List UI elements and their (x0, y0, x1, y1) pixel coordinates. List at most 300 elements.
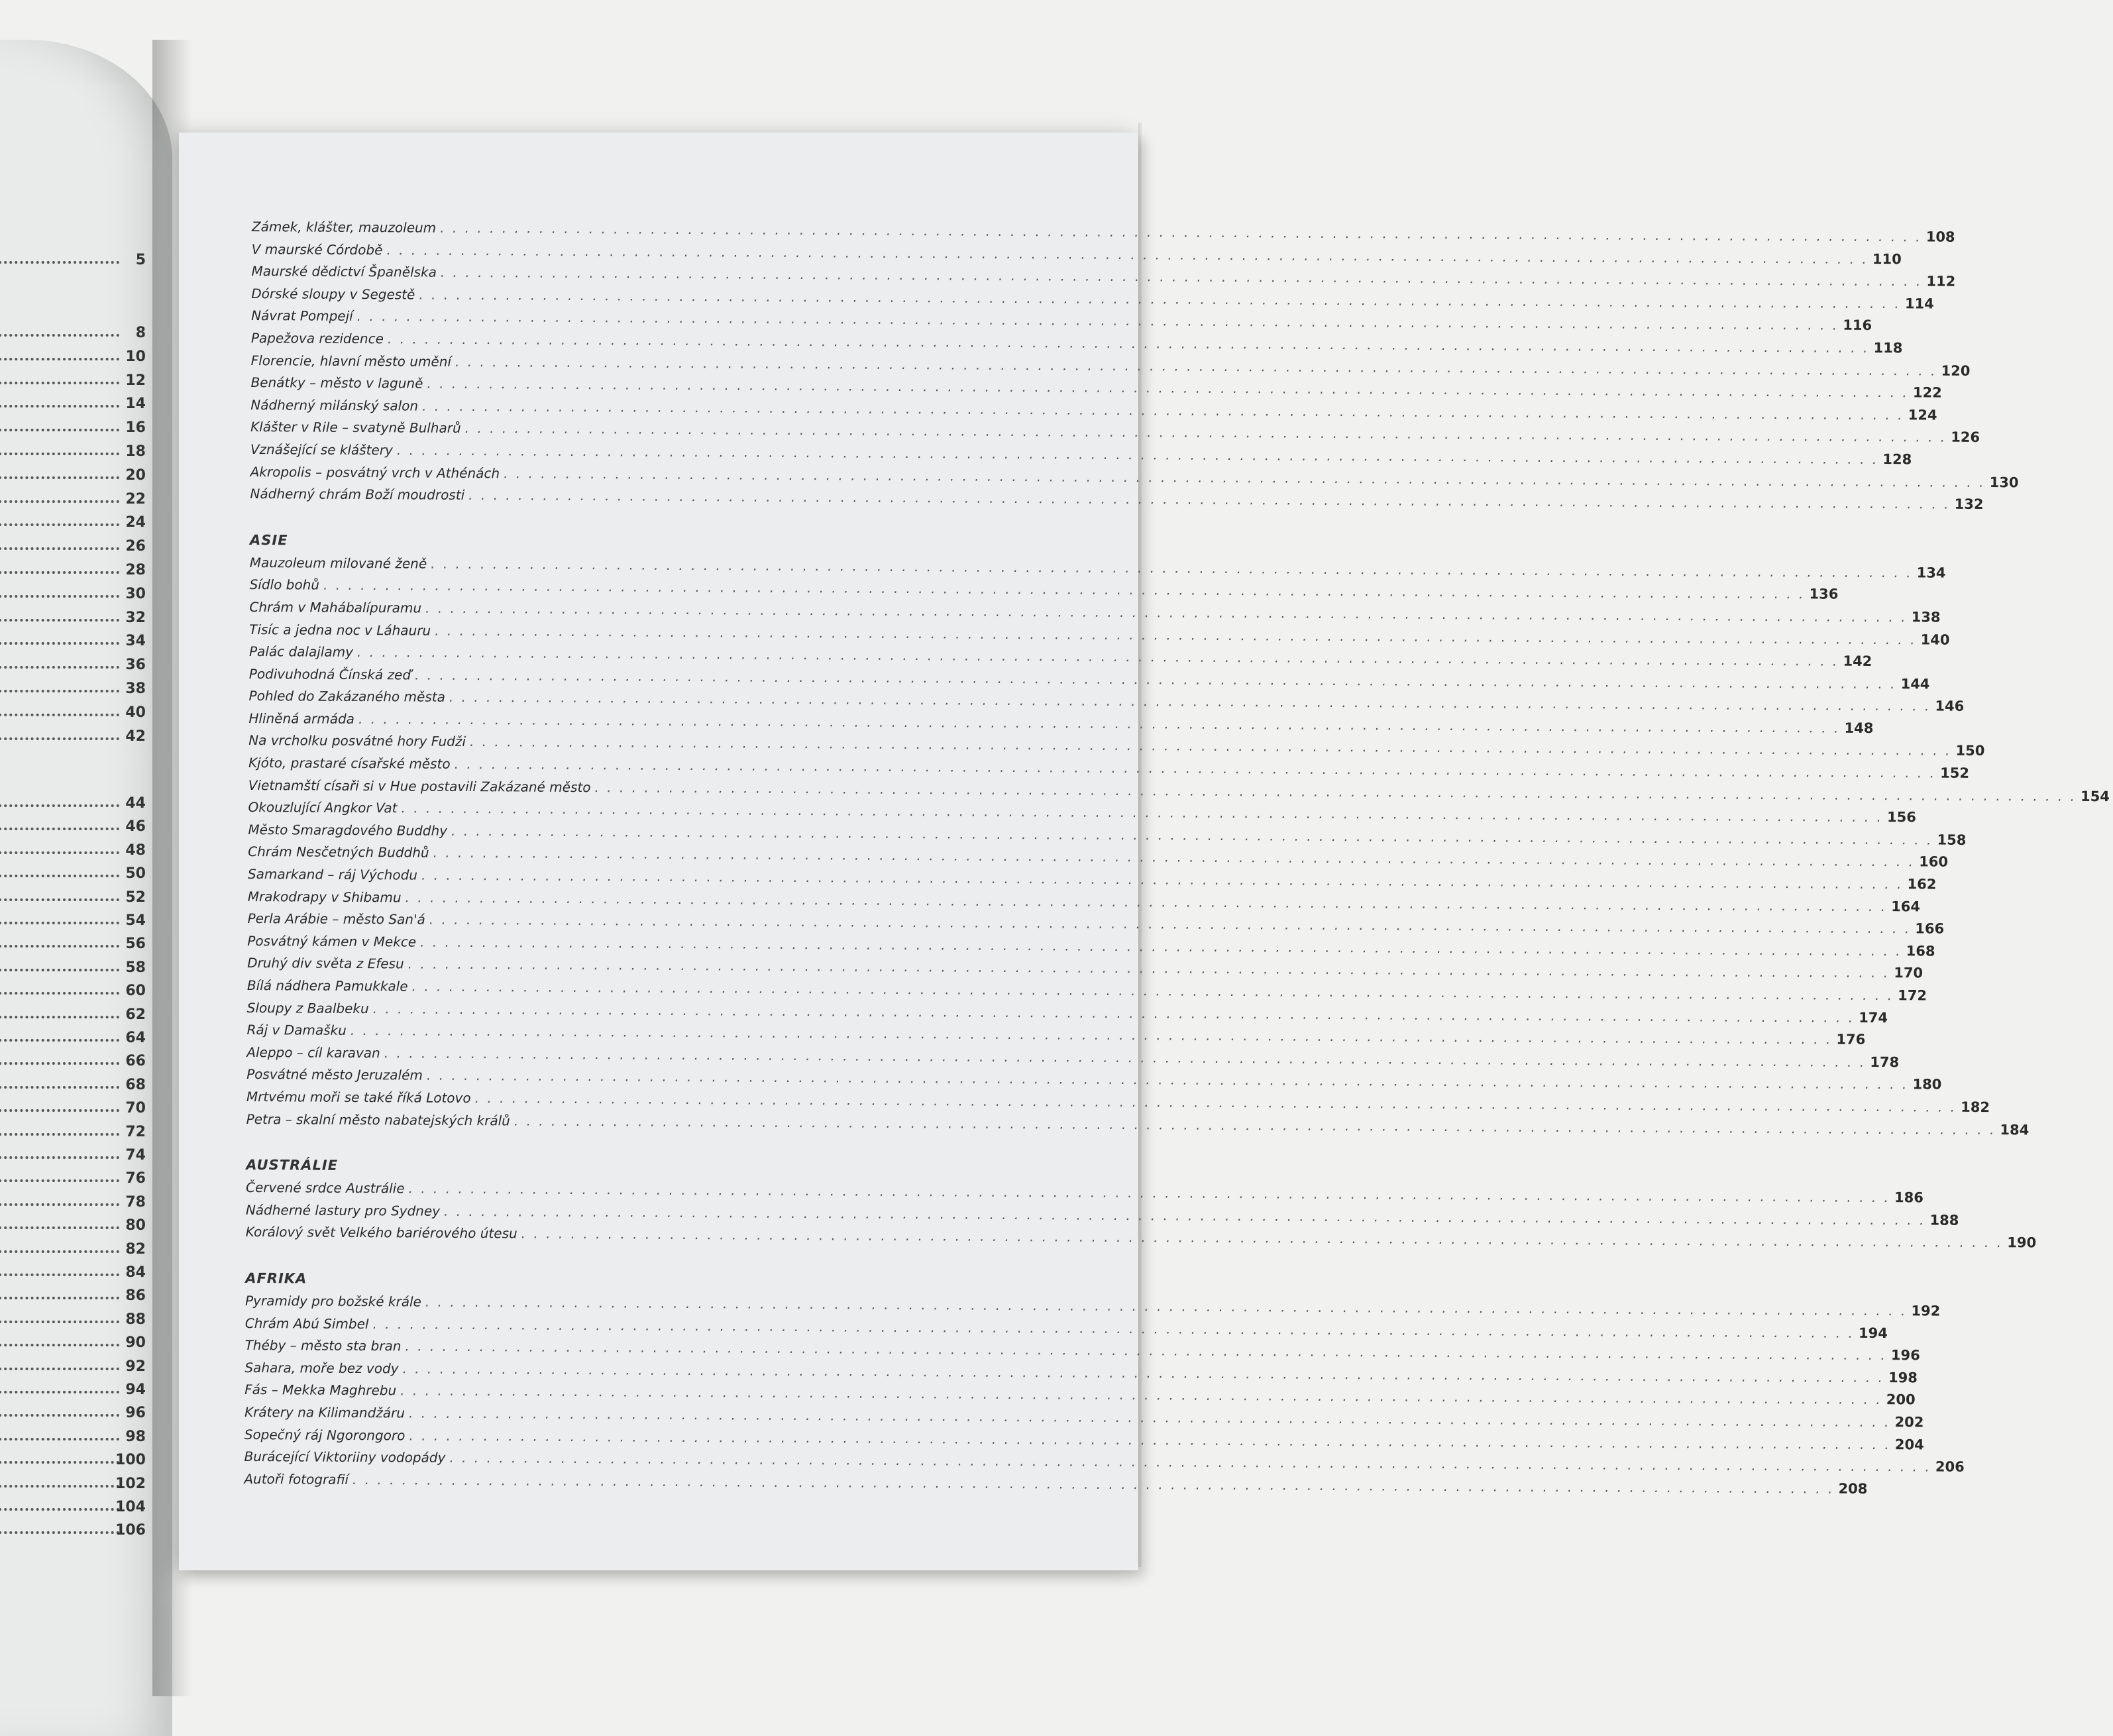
toc-entry-title: Posvátné město Jeruzalém (246, 1066, 423, 1083)
toc-entry-title: Zámek, klášter, mauzoleum (251, 219, 437, 236)
leader-dots: . . . . . . . . . . . . . . . . . . . . . . . . . . . . . . . . . . . . . . . . . . . . . . . . . . . . . . . . . . . . . . . . . . . . . . . . . . . . . . . . . . . . . . . . . . . . . . . . . . . . . . . . . . . . . . . . . . . . . . . . (474, 1090, 1957, 1115)
leader-dots (0, 500, 119, 503)
left-toc-entry (0, 1194, 146, 1217)
leader-dots: . . . . . . . . . . . . . . . . . . . . . . . . . . . . . . . . . . . . . . . . . . . . . . . . . . . . . . . . . . . . . . . . . . . . . . . . . . . . . . . . . . . . . . . . . . . . . . . . . . . . . . . . . . . . . . . . . . . . . . . . (411, 978, 1894, 1004)
toc-entry-title: Palác dalajlamy (248, 643, 354, 661)
left-toc-page-number: 106 (115, 1522, 146, 1539)
leader-dots (0, 619, 119, 622)
leader-dots (0, 334, 119, 337)
left-toc-page-number: 28 (125, 562, 146, 578)
left-toc-page-number: 88 (125, 1311, 146, 1328)
left-toc-page-number: 50 (125, 865, 146, 883)
toc-entry-title: Maurské dědictví Španělska (251, 263, 437, 280)
toc-entry-page-number: 134 (1916, 565, 1946, 581)
toc-entry-page-number: 132 (1954, 496, 1984, 513)
toc-section (245, 1157, 2037, 1251)
leader-dots: . . . . . . . . . . . . . . . . . . . . . . . . . . . . . . . . . . . . . . . . . . . . . . . . . . . . . . . . . . . . . . . . . . . . . . . . . . . . . . . . . . . . . . . . . . . . . . . . . . . . . . . . . . . . . . . . . . . . . . . . (420, 934, 1902, 959)
leader-dots (0, 595, 119, 598)
toc-entry-page-number: 188 (1929, 1212, 1959, 1228)
left-toc-page-number: 38 (125, 680, 146, 697)
left-toc-entry (0, 1405, 146, 1427)
leader-dots: . . . . . . . . . . . . . . . . . . . . . . . . . . . . . . . . . . . . . . . . . . . . . . . . . . . . . . . . . . . . . . . . . . . . . . . . . . . . . . . . . . . . . . . . . . . . . . . . . . . . . . . . . . . . . . . . . . . . . . . . (405, 1338, 1887, 1364)
toc-entry (250, 486, 1984, 513)
toc-entry-page-number: 172 (1898, 987, 1927, 1004)
left-toc-page-number: 58 (125, 959, 146, 976)
left-toc-page-number: 8 (135, 325, 146, 341)
left-toc-page-number: 90 (125, 1334, 146, 1352)
toc-entry-title: Pyramidy pro božské krále (244, 1292, 421, 1310)
left-toc-page-number: 32 (125, 609, 146, 626)
left-toc-page-number: 5 (135, 252, 146, 268)
leader-dots: . . . . . . . . . . . . . . . . . . . . . . . . . . . . . . . . . . . . . . . . . . . . . . . . . . . . . . . . . . . . . . . . . . . . . . . . . . . . . . . . . . . . . . . . . . . . . . . . . . . . . . . . . . . . . . . . . . . . . . . . (455, 353, 1937, 379)
toc-entry-title: Nádherný milánský salon (250, 396, 419, 414)
left-toc-entry (0, 1264, 146, 1287)
toc-entry-page-number: 200 (1886, 1391, 1916, 1408)
toc-entry-title: Nádherné lastury pro Sydney (245, 1201, 441, 1219)
toc-entry-title: Okouzlující Angkor Vat (248, 799, 398, 816)
left-toc-page-number: 48 (125, 841, 146, 859)
left-toc-page-number: 10 (125, 348, 146, 365)
leader-dots (0, 1086, 119, 1089)
section-heading: ASIE (249, 531, 288, 549)
left-toc-entry (0, 586, 146, 608)
leader-dots: . . . . . . . . . . . . . . . . . . . . . . . . . . . . . . . . . . . . . . . . . . . . . . . . . . . . . . . . . . . . . . . . . . . . . . . . . . . . . . . . . . . . . . . . . . . . . . . . . . . . . . . . . . . . . . . . . . . . . . . . (323, 576, 1806, 602)
left-toc-page-number: 46 (125, 818, 146, 836)
leader-dots: . . . . . . . . . . . . . . . . . . . . . . . . . . . . . . . . . . . . . . . . . . . . . . . . . . . . . . . . . . . . . . . . . . . . . . . . . . . . . . . . . . . . . . . . . . . . . . . . . . . . . . . . . . . . . . . . . . . . . . . . (514, 1112, 1996, 1138)
left-toc-entry (0, 252, 146, 274)
left-toc-page-number: 72 (125, 1123, 146, 1140)
leader-dots (0, 666, 119, 669)
toc-entry-page-number: 202 (1894, 1414, 1924, 1431)
leader-dots: . . . . . . . . . . . . . . . . . . . . . . . . . . . . . . . . . . . . . . . . . . . . . . . . . . . . . . . . . . . . . . . . . . . . . . . . . . . . . . . . . . . . . . . . . . . . . . . . . . . . . . . . . . . . . . . . . . . . . . . . (429, 911, 1912, 937)
toc-entry-page-number: 126 (1951, 429, 1980, 446)
left-toc-page-number: 52 (125, 889, 146, 906)
toc-entry (246, 1111, 2030, 1138)
toc-entry-title: Bílá nádhera Pamukkale (246, 977, 408, 995)
left-toc-page-number: 14 (125, 396, 146, 413)
toc-entry-page-number: 122 (1912, 384, 1942, 401)
leader-dots: . . . . . . . . . . . . . . . . . . . . . . . . . . . . . . . . . . . . . . . . . . . . . . . . . . . . . . . . . . . . . . . . . . . . . . . . . . . . . . . . . . . . . . . . . . . . . . . . . . . . . . . . . . . . . . . . . . . . . . . . (372, 1000, 1855, 1026)
leader-dots: . . . . . . . . . . . . . . . . . . . . . . . . . . . . . . . . . . . . . . . . . . . . . . . . . . . . . . . . . . . . . . . . . . . . . . . . . . . . . . . . . . . . . . . . . . . . . . . . . . . . . . . . . . . . . . . . . . . . . . . . (352, 1471, 1835, 1497)
leader-dots (0, 1274, 119, 1276)
left-toc-entry (0, 538, 146, 561)
left-toc-page-number: 86 (125, 1287, 146, 1305)
toc-entry-title: Návrat Pompejí (251, 307, 353, 325)
toc-entry-page-number: 198 (1888, 1369, 1918, 1386)
toc-entry-title: Hliněná armáda (248, 710, 355, 727)
left-toc-entry (0, 1358, 146, 1381)
toc-entry-title: Fás – Mekka Maghrebu (244, 1382, 397, 1399)
left-toc-page-number: 70 (125, 1100, 146, 1117)
left-toc-entry (0, 349, 146, 371)
left-toc-entry (0, 912, 146, 935)
leader-dots (0, 1531, 119, 1534)
left-toc-entry (0, 680, 146, 703)
toc-entry-page-number: 170 (1894, 965, 1923, 981)
leader-dots: . . . . . . . . . . . . . . . . . . . . . . . . . . . . . . . . . . . . . . . . . . . . . . . . . . . . . . . . . . . . . . . . . . . . . . . . . . . . . . . . . . . . . . . . . . . . . . . . . . . . . . . . . . . . . . . . . . . . . . . . (435, 622, 1917, 647)
left-toc-entry (0, 491, 146, 514)
leader-dots (0, 476, 119, 479)
toc-entry-title: Mrakodrapy v Shibamu (247, 888, 402, 906)
toc-entry-page-number: 146 (1935, 698, 1965, 715)
left-toc-entry (0, 842, 146, 865)
toc-entry-page-number: 112 (1926, 273, 1956, 290)
left-toc-page-number: 94 (125, 1382, 146, 1398)
leader-dots: . . . . . . . . . . . . . . . . . . . . . . . . . . . . . . . . . . . . . . . . . . . . . . . . . . . . . . . . . . . . . . . . . . . . . . . . . . . . . . . . . . . . . . . . . . . . . . . . . . . . . . . . . . . . . . . . . . . . . . . . (419, 286, 1901, 311)
leader-dots: . . . . . . . . . . . . . . . . . . . . . . . . . . . . . . . . . . . . . . . . . . . . . . . . . . . . . . . . . . . . . . . . . . . . . . . . . . . . . . . . . . . . . . . . . . . . . . . . . . . . . . . . . . . . . . . . . . . . . . . . (402, 1360, 1885, 1385)
leader-dots: . . . . . . . . . . . . . . . . . . . . . . . . . . . . . . . . . . . . . . . . . . . . . . . . . . . . . . . . . . . . . . . . . . . . . . . . . . . . . . . . . . . . . . . . . . . . . . . . . . . . . . . . . . . . . . . . . . . . . . . . (504, 464, 1986, 490)
left-toc-page-number: 96 (125, 1405, 146, 1422)
left-toc-entry (0, 1499, 146, 1521)
toc-entry-page-number: 128 (1882, 451, 1912, 468)
leader-dots (0, 945, 119, 948)
toc-entry-page-number: 184 (2000, 1121, 2030, 1138)
toc-entry-title: Krátery na Kilimandžáru (244, 1403, 406, 1421)
leader-dots (0, 1039, 119, 1042)
toc-entry-title: Chrám Abú Simbel (244, 1315, 369, 1332)
leader-dots (0, 851, 119, 854)
toc-entry-page-number: 206 (1935, 1458, 1965, 1475)
leader-dots: . . . . . . . . . . . . . . . . . . . . . . . . . . . . . . . . . . . . . . . . . . . . . . . . . . . . . . . . . . . . . . . . . . . . . . . . . . . . . . . . . . . . . . . . . . . . . . . . . . . . . . . . . . . . . . . . . . . . . . . . (454, 755, 1937, 781)
left-toc-entry (0, 1476, 146, 1498)
toc-entry-page-number: 114 (1904, 296, 1934, 312)
leader-dots (0, 969, 119, 971)
left-toc-entry (0, 1030, 146, 1052)
leader-dots: . . . . . . . . . . . . . . . . . . . . . . . . . . . . . . . . . . . . . . . . . . . . . . . . . . . . . . . . . . . . . . . . . . . . . . . . . . . . . . . . . . . . . . . . . . . . . . . . . . . . . . . . . . . . . . . . . . . . . . . . (405, 889, 1888, 914)
toc-entry-page-number: 110 (1872, 250, 1902, 267)
left-toc-entry (0, 704, 146, 727)
toc-entry-page-number: 150 (1955, 743, 1985, 759)
left-toc-page-number: 66 (125, 1053, 146, 1070)
leader-dots (0, 405, 119, 407)
toc-entry-page-number: 204 (1894, 1436, 1924, 1452)
leader-dots: . . . . . . . . . . . . . . . . . . . . . . . . . . . . . . . . . . . . . . . . . . . . . . . . . . . . . . . . . . . . . . . . . . . . . . . . . . . . . . . . . . . . . . . . . . . . . . . . . . . . . . . . . . . . . . . . . . . . . . . . (422, 398, 1904, 423)
leader-dots (0, 922, 119, 924)
leader-dots: . . . . . . . . . . . . . . . . . . . . . . . . . . . . . . . . . . . . . . . . . . . . . . . . . . . . . . . . . . . . . . . . . . . . . . . . . . . . . . . . . . . . . . . . . . . . . . . . . . . . . . . . . . . . . . . . . . . . . . . . (350, 1022, 1833, 1048)
leader-dots: . . . . . . . . . . . . . . . . . . . . . . . . . . . . . . . . . . . . . . . . . . . . . . . . . . . . . . . . . . . . . . . . . . . . . . . . . . . . . . . . . . . . . . . . . . . . . . . . . . . . . . . . . . . . . . . . . . . . . . . . (425, 1293, 1908, 1319)
toc-entry-title: Théby – město sta bran (244, 1337, 402, 1354)
toc-entry-title: Sídlo bohů (249, 576, 320, 593)
left-toc-entry (0, 610, 146, 632)
toc-entry-page-number: 164 (1891, 898, 1921, 915)
left-toc-page-number: 44 (125, 795, 146, 812)
left-toc-page-number: 26 (125, 538, 146, 555)
leader-dots: . . . . . . . . . . . . . . . . . . . . . . . . . . . . . . . . . . . . . . . . . . . . . . . . . . . . . . . . . . . . . . . . . . . . . . . . . . . . . . . . . . . . . . . . . . . . . . . . . . . . . . . . . . . . . . . . . . . . . . . . (387, 331, 1870, 356)
leader-dots (0, 737, 119, 740)
toc-entry-title: Podivuhodná Čínská zeď (248, 665, 411, 683)
toc-entry-page-number: 124 (1908, 407, 1937, 423)
toc-section (246, 531, 2110, 1138)
leader-dots: . . . . . . . . . . . . . . . . . . . . . . . . . . . . . . . . . . . . . . . . . . . . . . . . . . . . . . . . . . . . . . . . . . . . . . . . . . . . . . . . . . . . . . . . . . . . . . . . . . . . . . . . . . . . . . . . . . . . . . . . (421, 867, 1904, 893)
toc-entry-page-number: 156 (1887, 809, 1916, 826)
left-toc-entry (0, 1170, 146, 1193)
toc-entry-page-number: 140 (1920, 631, 1950, 648)
leader-dots (0, 1156, 119, 1159)
toc-entry-title: Město Smaragdového Buddhy (248, 821, 448, 839)
leader-dots (0, 1062, 119, 1065)
toc-section (244, 1270, 1965, 1497)
leader-dots: . . . . . . . . . . . . . . . . . . . . . . . . . . . . . . . . . . . . . . . . . . . . . . . . . . . . . . . . . . . . . . . . . . . . . . . . . . . . . . . . . . . . . . . . . . . . . . . . . . . . . . . . . . . . . . . . . . . . . . . . (386, 241, 1869, 267)
leader-dots (0, 1344, 119, 1346)
toc-entry-title: Mrtvému moři se také říká Lotovo (246, 1088, 471, 1107)
toc-entry-page-number: 116 (1843, 317, 1872, 334)
leader-dots: . . . . . . . . . . . . . . . . . . . . . . . . . . . . . . . . . . . . . . . . . . . . . . . . . . . . . . . . . . . . . . . . . . . . . . . . . . . . . . . . . . . . . . . . . . . . . . . . . . . . . . . . . . . . . . . . . . . . . . . . (440, 264, 1923, 290)
left-toc-entry (0, 467, 146, 490)
leader-dots: . . . . . . . . . . . . . . . . . . . . . . . . . . . . . . . . . . . . . . . . . . . . . . . . . . . . . . . . . . . . . . . . . . . . . . . . . . . . . . . . . . . . . . . . . . . . . . . . . . . . . . . . . . . . . . . . . . . . . . . . (521, 1225, 2004, 1251)
toc-entry-title: Červené srdce Austrálie (245, 1179, 405, 1197)
left-toc-entry (0, 1241, 146, 1264)
left-toc-page-number: 78 (125, 1193, 146, 1211)
toc-entry-page-number: 186 (1894, 1189, 1924, 1206)
left-toc-entry (0, 1311, 146, 1334)
toc-section (250, 219, 2019, 513)
leader-dots: . . . . . . . . . . . . . . . . . . . . . . . . . . . . . . . . . . . . . . . . . . . . . . . . . . . . . . . . . . . . . . . . . . . . . . . . . . . . . . . . . . . . . . . . . . . . . . . . . . . . . . . . . . . . . . . . . . . . . . . . (408, 1180, 1891, 1206)
left-toc-page-number: 20 (125, 466, 146, 484)
leader-dots (0, 453, 119, 455)
left-toc-entry (0, 1429, 146, 1451)
toc-entry-title: Vietnamští císaři si v Hue postavili Zakázané město (248, 777, 591, 795)
left-toc-entry (0, 936, 146, 958)
toc-entry-title: Burácející Viktoriiny vodopády (244, 1448, 446, 1466)
left-toc-entry (0, 1382, 146, 1404)
left-toc-entry (0, 1452, 146, 1474)
leader-dots (0, 358, 119, 360)
left-toc-page-number: 56 (125, 936, 146, 953)
left-toc-entry (0, 1053, 146, 1075)
left-toc-entry (0, 795, 146, 818)
toc-entry-title: Papežova rezidence (250, 329, 384, 347)
toc-entry-title: Sopečný ráj Ngorongoro (244, 1426, 406, 1443)
toc-entry-title: Nádherný chrám Boží moudrosti (250, 486, 465, 504)
leader-dots (0, 714, 119, 716)
left-toc-entry (0, 514, 146, 537)
left-toc-page-number: 18 (125, 443, 146, 460)
toc-entry-title: Sloupy z Baalbeku (246, 999, 369, 1016)
left-toc-page-number: 84 (125, 1264, 146, 1281)
leader-dots (0, 571, 119, 574)
left-toc-entry (0, 325, 146, 347)
left-toc-page-number: 80 (125, 1217, 146, 1234)
toc-entry-title: Tisíc a jedna noc v Láhauru (249, 621, 431, 639)
toc-entry-page-number: 118 (1873, 339, 1903, 356)
toc-entry-page-number: 190 (2007, 1234, 2037, 1251)
leader-dots: . . . . . . . . . . . . . . . . . . . . . . . . . . . . . . . . . . . . . . . . . . . . . . . . . . . . . . . . . . . . . . . . . . . . . . . . . . . . . . . . . . . . . . . . . . . . . . . . . . . . . . . . . . . . . . . . . . . . . . . . (426, 1067, 1909, 1093)
section-heading: AUSTRÁLIE (246, 1157, 339, 1173)
left-toc-entry (0, 1147, 146, 1169)
left-toc-entry (0, 562, 146, 584)
toc-entry-page-number: 180 (1912, 1076, 1942, 1093)
toc-entry-title: Na vrcholku posvátné hory Fudži (248, 732, 466, 750)
toc-entry-page-number: 130 (1989, 474, 2019, 490)
right-page (179, 133, 2110, 1570)
toc-entry-page-number: 166 (1915, 920, 1945, 937)
leader-dots (0, 642, 119, 645)
leader-dots (0, 1016, 119, 1018)
left-toc-page-number: 60 (125, 983, 146, 1000)
toc-entry-page-number: 120 (1941, 362, 1971, 379)
toc-entry-title: V maurské Córdobě (251, 241, 383, 258)
left-toc-page-number: 36 (125, 657, 146, 674)
leader-dots (0, 828, 119, 830)
leader-dots (0, 523, 119, 526)
left-toc-entry (0, 1522, 146, 1545)
toc-entry-page-number: 208 (1838, 1480, 1868, 1497)
left-toc-page-number: 100 (115, 1452, 146, 1469)
leader-dots (0, 1133, 119, 1136)
toc-entry-page-number: 182 (1961, 1099, 1990, 1116)
toc-entry-title: Chrám v Mahábalípuramu (249, 598, 422, 616)
left-toc-page-number: 16 (125, 419, 146, 437)
toc-entry-title: Druhý div světa z Efesu (247, 955, 404, 972)
toc-entry-page-number: 162 (1907, 876, 1937, 893)
toc-entry-title: Chrám Nesčetných Buddhů (248, 843, 429, 861)
leader-dots (0, 1203, 119, 1206)
leader-dots: . . . . . . . . . . . . . . . . . . . . . . . . . . . . . . . . . . . . . . . . . . . . . . . . . . . . . . . . . . . . . . . . . . . . . . . . . . . . . . . . . . . . . . . . . . . . . . . . . . . . . . . . . . . . . . . . . . . . . . . . (594, 779, 2077, 804)
leader-dots (0, 261, 119, 264)
toc-entry (244, 1470, 1868, 1497)
toc-entry-page-number: 192 (1911, 1303, 1941, 1319)
leader-dots (0, 547, 119, 550)
toc-entry-page-number: 142 (1843, 653, 1872, 670)
leader-dots: . . . . . . . . . . . . . . . . . . . . . . . . . . . . . . . . . . . . . . . . . . . . . . . . . . . . . . . . . . . . . . . . . . . . . . . . . . . . . . . . . . . . . . . . . . . . . . . . . . . . . . . . . . . . . . . . . . . . . . . . (440, 219, 1922, 245)
leader-dots: . . . . . . . . . . . . . . . . . . . . . . . . . . . . . . . . . . . . . . . . . . . . . . . . . . . . . . . . . . . . . . . . . . . . . . . . . . . . . . . . . . . . . . . . . . . . . . . . . . . . . . . . . . . . . . . . . . . . . . . . (407, 955, 1890, 981)
leader-dots: . . . . . . . . . . . . . . . . . . . . . . . . . . . . . . . . . . . . . . . . . . . . . . . . . . . . . . . . . . . . . . . . . . . . . . . . . . . . . . . . . . . . . . . . . . . . . . . . . . . . . . . . . . . . . . . . . . . . . . . . (356, 308, 1839, 334)
toc-entry-title: Perla Arábie – město San'á (247, 910, 425, 928)
left-toc-page-number: 64 (125, 1030, 146, 1046)
toc-entry-page-number: 194 (1858, 1325, 1888, 1341)
left-toc-page-number: 68 (125, 1076, 146, 1093)
toc-entry-title: Sahara, moře bez vody (244, 1359, 399, 1377)
toc-entry-page-number: 176 (1836, 1031, 1866, 1048)
toc-entry-title: Korálový svět Velkého bariérového útesu (245, 1224, 517, 1242)
leader-dots: . . . . . . . . . . . . . . . . . . . . . . . . . . . . . . . . . . . . . . . . . . . . . . . . . . . . . . . . . . . . . . . . . . . . . . . . . . . . . . . . . . . . . . . . . . . . . . . . . . . . . . . . . . . . . . . . . . . . . . . . (396, 442, 1879, 467)
leader-dots: . . . . . . . . . . . . . . . . . . . . . . . . . . . . . . . . . . . . . . . . . . . . . . . . . . . . . . . . . . . . . . . . . . . . . . . . . . . . . . . . . . . . . . . . . . . . . . . . . . . . . . . . . . . . . . . . . . . . . . . . (427, 375, 1909, 401)
leader-dots (0, 1226, 119, 1229)
left-toc-entry (0, 865, 146, 888)
left-toc-entry (0, 1217, 146, 1240)
leader-dots: . . . . . . . . . . . . . . . . . . . . . . . . . . . . . . . . . . . . . . . . . . . . . . . . . . . . . . . . . . . . . . . . . . . . . . . . . . . . . . . . . . . . . . . . . . . . . . . . . . . . . . . . . . . . . . . . . . . . . . . . (408, 1405, 1891, 1431)
leader-dots: . . . . . . . . . . . . . . . . . . . . . . . . . . . . . . . . . . . . . . . . . . . . . . . . . . . . . . . . . . . . . . . . . . . . . . . . . . . . . . . . . . . . . . . . . . . . . . . . . . . . . . . . . . . . . . . . . . . . . . . . (431, 555, 1913, 581)
toc-entry-page-number: 160 (1919, 853, 1949, 871)
leader-dots (0, 1438, 119, 1440)
left-toc-entry (0, 728, 146, 751)
toc-entry-title: Mauzoleum milované ženě (249, 554, 427, 572)
toc-entry-title: Petra – skalní město nabatejských králů (246, 1111, 510, 1128)
leader-dots: . . . . . . . . . . . . . . . . . . . . . . . . . . . . . . . . . . . . . . . . . . . . . . . . . . . . . . . . . . . . . . . . . . . . . . . . . . . . . . . . . . . . . . . . . . . . . . . . . . . . . . . . . . . . . . . . . . . . . . . . (372, 1315, 1855, 1341)
leader-dots (0, 1321, 119, 1323)
section-heading: AFRIKA (245, 1270, 307, 1287)
leader-dots: . . . . . . . . . . . . . . . . . . . . . . . . . . . . . . . . . . . . . . . . . . . . . . . . . . . . . . . . . . . . . . . . . . . . . . . . . . . . . . . . . . . . . . . . . . . . . . . . . . . . . . . . . . . . . . . . . . . . . . . . (468, 487, 1951, 512)
leader-dots (0, 898, 119, 901)
leader-dots: . . . . . . . . . . . . . . . . . . . . . . . . . . . . . . . . . . . . . . . . . . . . . . . . . . . . . . . . . . . . . . . . . . . . . . . . . . . . . . . . . . . . . . . . . . . . . . . . . . . . . . . . . . . . . . . . . . . . . . . . (433, 845, 1916, 870)
leader-dots: . . . . . . . . . . . . . . . . . . . . . . . . . . . . . . . . . . . . . . . . . . . . . . . . . . . . . . . . . . . . . . . . . . . . . . . . . . . . . . . . . . . . . . . . . . . . . . . . . . . . . . . . . . . . . . . . . . . . . . . . (415, 667, 1897, 692)
leader-dots (0, 1109, 119, 1112)
left-toc-entry (0, 396, 146, 418)
toc-entry-page-number: 178 (1870, 1054, 1900, 1070)
leader-dots (0, 1508, 119, 1511)
toc-entry-title: Samarkand – ráj Východu (247, 866, 418, 883)
left-toc-page-number: 82 (125, 1240, 146, 1258)
toc-entry-page-number: 196 (1890, 1347, 1920, 1364)
toc-entry-page-number: 136 (1809, 586, 1839, 602)
leader-dots: . . . . . . . . . . . . . . . . . . . . . . . . . . . . . . . . . . . . . . . . . . . . . . . . . . . . . . . . . . . . . . . . . . . . . . . . . . . . . . . . . . . . . . . . . . . . . . . . . . . . . . . . . . . . . . . . . . . . . . . . (443, 1203, 1926, 1228)
left-toc-page-number: 54 (125, 912, 146, 929)
toc-entry-title: Vznášející se kláštery (250, 441, 393, 459)
left-toc-entry (0, 1077, 146, 1099)
toc-entry-title: Posvátný kámen v Mekce (247, 932, 417, 950)
leader-dots: . . . . . . . . . . . . . . . . . . . . . . . . . . . . . . . . . . . . . . . . . . . . . . . . . . . . . . . . . . . . . . . . . . . . . . . . . . . . . . . . . . . . . . . . . . . . . . . . . . . . . . . . . . . . . . . . . . . . . . . . (358, 710, 1841, 736)
leader-dots: . . . . . . . . . . . . . . . . . . . . . . . . . . . . . . . . . . . . . . . . . . . . . . . . . . . . . . . . . . . . . . . . . . . . . . . . . . . . . . . . . . . . . . . . . . . . . . . . . . . . . . . . . . . . . . . . . . . . . . . . (400, 1382, 1882, 1408)
left-toc-page-number: 62 (125, 1006, 146, 1023)
toc-entry-page-number: 148 (1844, 720, 1874, 736)
leader-dots (0, 875, 119, 877)
leader-dots (0, 1297, 119, 1299)
leader-dots (0, 1391, 119, 1393)
leader-dots (0, 1368, 119, 1370)
leader-dots (0, 429, 119, 431)
leader-dots (0, 992, 119, 995)
leader-dots: . . . . . . . . . . . . . . . . . . . . . . . . . . . . . . . . . . . . . . . . . . . . . . . . . . . . . . . . . . . . . . . . . . . . . . . . . . . . . . . . . . . . . . . . . . . . . . . . . . . . . . . . . . . . . . . . . . . . . . . . (409, 1427, 1891, 1452)
left-toc-page-number: 30 (125, 585, 146, 602)
left-toc-page-number: 102 (115, 1475, 146, 1492)
leader-dots: . . . . . . . . . . . . . . . . . . . . . . . . . . . . . . . . . . . . . . . . . . . . . . . . . . . . . . . . . . . . . . . . . . . . . . . . . . . . . . . . . . . . . . . . . . . . . . . . . . . . . . . . . . . . . . . . . . . . . . . . (451, 822, 1933, 848)
toc-entry-title: Kjóto, prastaré císařské město (248, 755, 451, 772)
left-toc-page-number: 24 (125, 514, 146, 531)
leader-dots: . . . . . . . . . . . . . . . . . . . . . . . . . . . . . . . . . . . . . . . . . . . . . . . . . . . . . . . . . . . . . . . . . . . . . . . . . . . . . . . . . . . . . . . . . . . . . . . . . . . . . . . . . . . . . . . . . . . . . . . . (425, 600, 1908, 625)
left-toc-page-number: 40 (125, 704, 146, 721)
left-toc-page-number: 92 (125, 1358, 146, 1375)
toc-entry-title: Autoři fotografií (244, 1470, 349, 1488)
leader-dots: . . . . . . . . . . . . . . . . . . . . . . . . . . . . . . . . . . . . . . . . . . . . . . . . . . . . . . . . . . . . . . . . . . . . . . . . . . . . . . . . . . . . . . . . . . . . . . . . . . . . . . . . . . . . . . . . . . . . . . . . (401, 800, 1883, 826)
left-toc-entry (0, 419, 146, 442)
toc-entry-page-number: 108 (1925, 229, 1955, 245)
toc-entry-title: Pohled do Zakázaného města (248, 688, 445, 706)
toc-entry-page-number: 154 (2080, 788, 2110, 804)
left-toc-entry (0, 889, 146, 912)
left-toc-page-number: 22 (125, 490, 146, 508)
left-toc-entry (0, 983, 146, 1005)
left-toc-entry (0, 1334, 146, 1357)
toc-entry-title: Aleppo – cíl karavan (246, 1044, 380, 1061)
left-toc-page-number: 34 (125, 633, 146, 650)
leader-dots (0, 1250, 119, 1253)
leader-dots (0, 1414, 119, 1417)
leader-dots (0, 804, 119, 807)
toc-entry-title: Benátky – město v laguně (250, 374, 423, 392)
left-toc-entry (0, 372, 146, 395)
table-of-contents (244, 219, 2110, 1521)
toc-entry-page-number: 174 (1859, 1009, 1888, 1026)
toc-entry-title: Ráj v Damašku (246, 1022, 347, 1039)
toc-entry-title: Akropolis – posvátný vrch v Athénách (250, 463, 500, 481)
toc-entry-title: Florencie, hlavní město umění (250, 352, 452, 370)
left-toc-entry (0, 1100, 146, 1122)
left-toc-page-number: 42 (125, 728, 146, 745)
leader-dots: . . . . . . . . . . . . . . . . . . . . . . . . . . . . . . . . . . . . . . . . . . . . . . . . . . . . . . . . . . . . . . . . . . . . . . . . . . . . . . . . . . . . . . . . . . . . . . . . . . . . . . . . . . . . . . . . . . . . . . . . (469, 733, 1952, 759)
leader-dots (0, 1485, 119, 1488)
left-toc-entry (0, 1124, 146, 1146)
left-toc-entry (0, 443, 146, 466)
left-toc-entry (0, 657, 146, 679)
toc-entry-page-number: 168 (1906, 943, 1935, 959)
toc-entry-page-number: 144 (1900, 675, 1930, 692)
leader-dots: . . . . . . . . . . . . . . . . . . . . . . . . . . . . . . . . . . . . . . . . . . . . . . . . . . . . . . . . . . . . . . . . . . . . . . . . . . . . . . . . . . . . . . . . . . . . . . . . . . . . . . . . . . . . . . . . . . . . . . . . (449, 1449, 1931, 1475)
left-toc-entry (0, 1287, 146, 1310)
left-toc-entry (0, 1006, 146, 1029)
toc-entry (245, 1224, 2037, 1251)
leader-dots (0, 690, 119, 692)
leader-dots: . . . . . . . . . . . . . . . . . . . . . . . . . . . . . . . . . . . . . . . . . . . . . . . . . . . . . . . . . . . . . . . . . . . . . . . . . . . . . . . . . . . . . . . . . . . . . . . . . . . . . . . . . . . . . . . . . . . . . . . . (384, 1045, 1867, 1070)
